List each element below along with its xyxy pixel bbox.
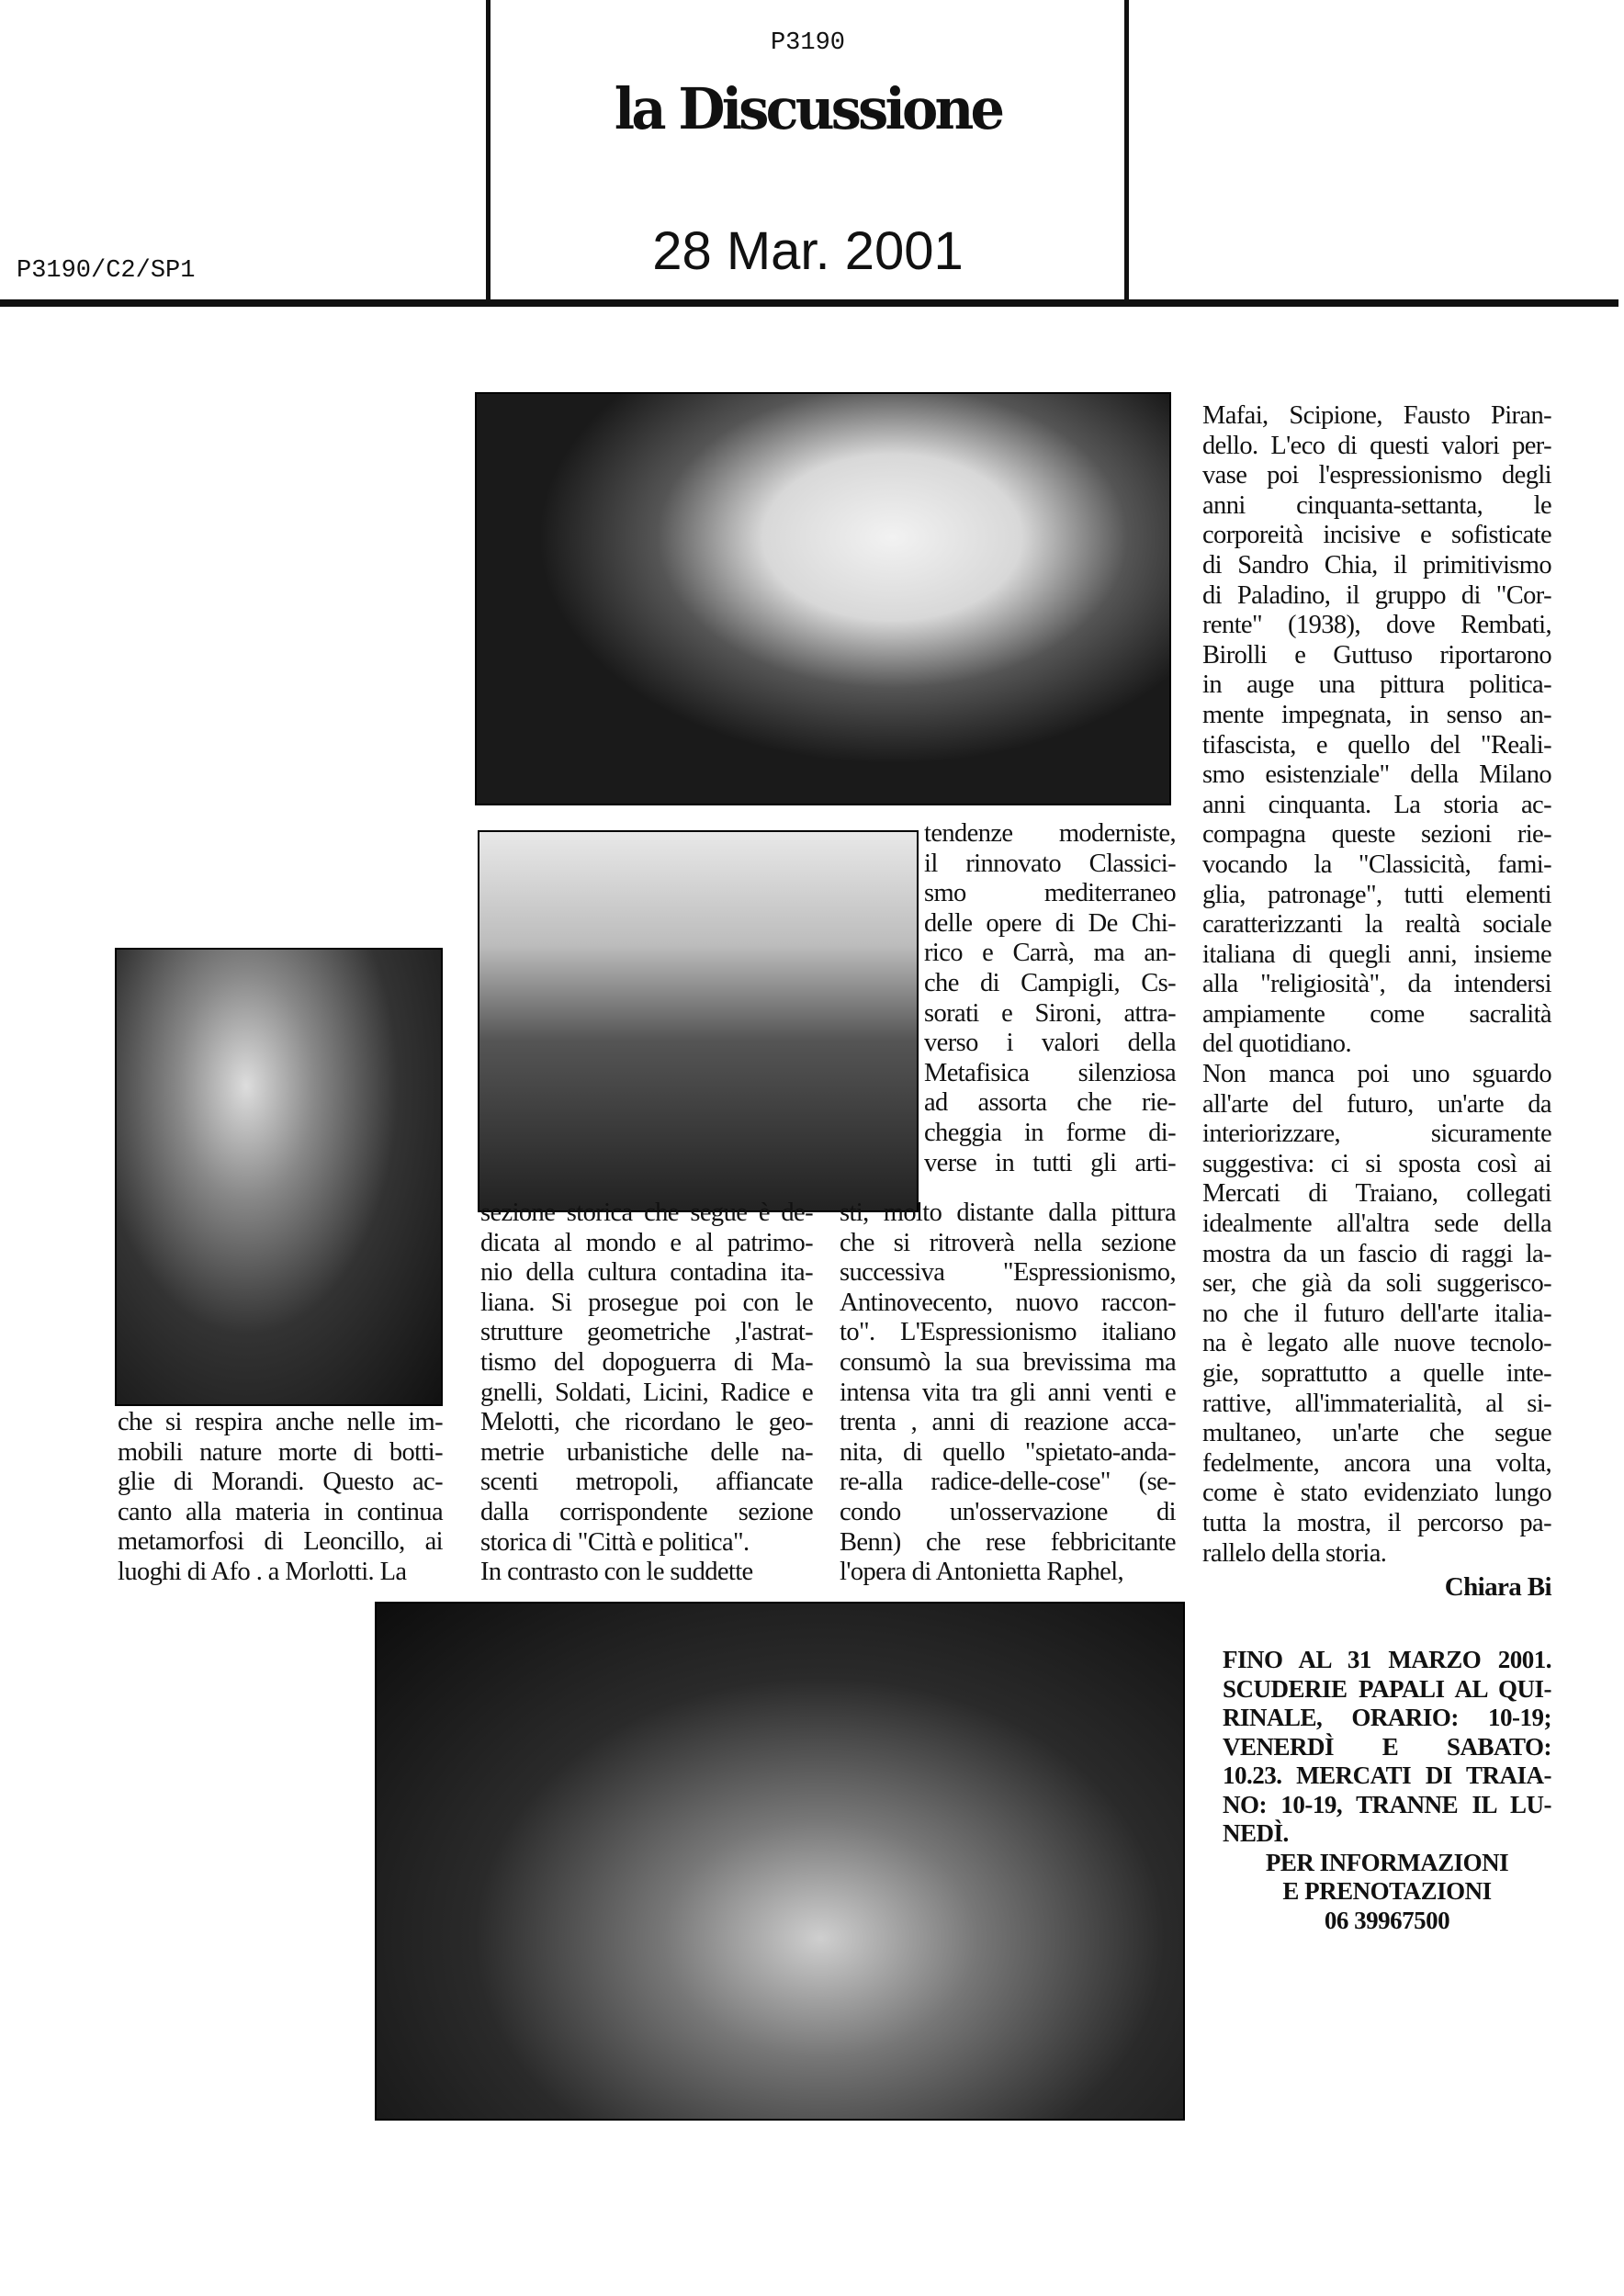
text-line: smo mediterraneo (924, 879, 1176, 908)
text-line: mobili nature morte di botti- (118, 1437, 443, 1467)
article-column-4 (1202, 401, 1551, 1569)
text-line: glie di Morandi. Questo ac- (118, 1468, 443, 1497)
text-line: consumò la sua brevissima ma (840, 1347, 1176, 1377)
text-line: tutta la mostra, il percorso pa- (1202, 1508, 1551, 1537)
text-line: successiva "Espressionismo, (840, 1258, 1176, 1288)
photo-figures-painting (375, 1602, 1185, 2121)
text-line: di Paladino, il gruppo di "Cor- (1202, 580, 1551, 610)
exhibition-info-box (1223, 1646, 1551, 1935)
text-line: verse in tutti gli arti- (924, 1148, 1176, 1177)
text-line: In contrasto con le suddette (480, 1558, 753, 1587)
contact-line: 06 39967500 (1324, 1906, 1450, 1934)
text-line: strutture geometriche ,l'astrat- (480, 1318, 813, 1347)
text-line: NEDÌ. (1223, 1819, 1289, 1847)
text-line: multaneo, un'arte che segue (1202, 1419, 1551, 1448)
article-column-2 (480, 1199, 813, 1588)
text-line: Mercati di Traiano, collegati (1202, 1179, 1551, 1209)
text-line: tifascista, e quello del "Reali- (1202, 730, 1551, 760)
text-line: intensa vita tra gli anni venti e (840, 1378, 1176, 1407)
text-line: gie, soprattutto a quelle inte- (1202, 1359, 1551, 1388)
text-line: gnelli, Soldati, Licini, Radice e (480, 1378, 813, 1407)
text-line: no che il futuro dell'arte italia- (1202, 1299, 1551, 1328)
text-line: alla "religiosità", da intendersi (1202, 970, 1551, 999)
text-line: mente impegnata, in senso an- (1202, 700, 1551, 729)
archive-code: P3190 (770, 29, 845, 57)
text-line: ampiamente come sacralità (1202, 999, 1551, 1029)
text-line: liana. Si prosegue poi con le (480, 1288, 813, 1317)
text-line: Antinovecento, nuovo raccon- (840, 1288, 1176, 1317)
author-signature: Chiara Bi (1444, 1572, 1551, 1602)
photo-portrait (115, 948, 443, 1406)
text-line: mostra da un fascio di raggi la- (1202, 1239, 1551, 1268)
text-line: fedelmente, ancora una volta, (1202, 1448, 1551, 1478)
text-line: tendenze moderniste, (924, 819, 1176, 848)
photo-metaphysical-painting (478, 830, 919, 1212)
article-column-3-top (924, 819, 1176, 1178)
text-line: l'opera di Antonietta Raphel, (840, 1558, 1124, 1587)
text-line: che di Campigli, Cs- (924, 968, 1176, 997)
photo-reclining-nude (475, 392, 1171, 805)
text-line: dello. L'eco di questi valori per- (1202, 431, 1551, 460)
text-line: VENERDÌ E SABATO: (1223, 1732, 1551, 1761)
text-line: in auge una pittura politica- (1202, 670, 1551, 700)
text-line: interiorizzare, sicuramente (1202, 1120, 1551, 1149)
text-line: nio della cultura contadina ita- (480, 1258, 813, 1288)
text-line: anni cinquanta-settanta, le (1202, 490, 1551, 520)
text-line: sorati e Sironi, attra- (924, 998, 1176, 1028)
text-line: come è stato evidenziato lungo (1202, 1479, 1551, 1508)
text-line: trenta , anni di reazione acca- (840, 1408, 1176, 1437)
text-line: sezione storica che segue è de- (480, 1199, 813, 1227)
text-line: na è legato alle nuove tecnolo- (1202, 1329, 1551, 1358)
text-line: 10.23. MERCATI DI TRAIA- (1223, 1761, 1551, 1789)
text-line: delle opere di De Chi- (924, 908, 1176, 938)
text-line: ser, che già da soli suggerisco- (1202, 1269, 1551, 1299)
text-line: FINO AL 31 MARZO 2001. (1223, 1646, 1551, 1673)
text-line: Melotti, che ricordano le geo- (480, 1408, 813, 1437)
text-line: rico e Carrà, ma an- (924, 939, 1176, 968)
text-line: Benn) che rese febbricitante (840, 1527, 1176, 1557)
text-line: sti, molto distante dalla pittura (840, 1199, 1176, 1227)
text-line: suggestiva: ci si sposta così ai (1202, 1149, 1551, 1178)
text-line: condo un'osservazione di (840, 1497, 1176, 1526)
text-line: re-alla radice-delle-cose" (se- (840, 1468, 1176, 1497)
text-line: compagna queste sezioni rie- (1202, 820, 1551, 850)
text-line: vocando la "Classicità, fami- (1202, 850, 1551, 879)
text-line: glia, patronage", tutti elementi (1202, 880, 1551, 909)
text-line: che si ritroverà nella sezione (840, 1228, 1176, 1257)
text-line: dicata al mondo e al patrimo- (480, 1228, 813, 1257)
newspaper-masthead: la Discussione (614, 75, 1002, 142)
text-line: di Sandro Chia, il primitivismo (1202, 550, 1551, 580)
text-line: storica di "Città e politica". (480, 1527, 750, 1557)
text-line: Metafisica silenziosa (924, 1058, 1176, 1087)
contact-line: E PRENOTAZIONI (1282, 1877, 1492, 1905)
text-line: idealmente all'altra sede della (1202, 1210, 1551, 1239)
text-line: canto alla materia in continua (118, 1497, 443, 1526)
text-line: rente" (1938), dove Rembati, (1202, 611, 1551, 640)
contact-line: PER INFORMAZIONI (1265, 1848, 1509, 1876)
text-line: vase poi l'espressionismo degli (1202, 461, 1551, 490)
text-line: il rinnovato Classici- (924, 849, 1176, 878)
text-line: scenti metropoli, affiancate (480, 1468, 813, 1497)
text-line: metrie urbanistiche delle na- (480, 1437, 813, 1467)
text-line: to". L'Espressionismo italiano (840, 1318, 1176, 1347)
text-line: Non manca poi uno sguardo (1202, 1060, 1551, 1089)
text-line: caratterizzanti la realtà sociale (1202, 910, 1551, 940)
header-rule (0, 299, 1618, 307)
text-line: rattive, all'immaterialità, al si- (1202, 1389, 1551, 1418)
text-line: SCUDERIE PAPALI AL QUI- (1223, 1674, 1551, 1703)
text-line: RINALE, ORARIO: 10-19; (1223, 1704, 1551, 1731)
text-line: smo esistenziale" della Milano (1202, 760, 1551, 790)
text-line: ad assorta che rie- (924, 1088, 1176, 1118)
text-line: anni cinquanta. La storia ac- (1202, 790, 1551, 819)
text-line: metamorfosi di Leoncillo, ai (118, 1527, 443, 1557)
text-line: luoghi di Afo . a Morlotti. La (118, 1557, 407, 1586)
text-line: all'arte del futuro, un'arte da (1202, 1089, 1551, 1119)
text-line: Mafai, Scipione, Fausto Piran- (1202, 401, 1551, 430)
text-line: dalla corrispondente sezione (480, 1497, 813, 1526)
text-line: che si respira anche nelle im- (118, 1408, 443, 1436)
text-line: italiana di quegli anni, insieme (1202, 940, 1551, 969)
text-line: cheggia in forme di- (924, 1118, 1176, 1147)
text-line: nita, di quello "spietato-anda- (840, 1437, 1176, 1467)
text-line: Birolli e Guttuso riportarono (1202, 640, 1551, 670)
text-line: rallelo della storia. (1202, 1538, 1387, 1568)
article-column-1 (118, 1408, 443, 1588)
article-column-3 (840, 1199, 1176, 1588)
publication-date: 28 Mar. 2001 (652, 221, 964, 281)
archive-reference: P3190/C2/SP1 (17, 257, 196, 285)
text-line: NO: 10-19, TRANNE IL LU- (1223, 1790, 1551, 1818)
text-line: del quotidiano. (1202, 1030, 1351, 1059)
text-line: tismo del dopoguerra di Ma- (480, 1347, 813, 1377)
text-line: verso i valori della (924, 1029, 1176, 1058)
text-line: corporeità incisive e sofisticate (1202, 521, 1551, 550)
